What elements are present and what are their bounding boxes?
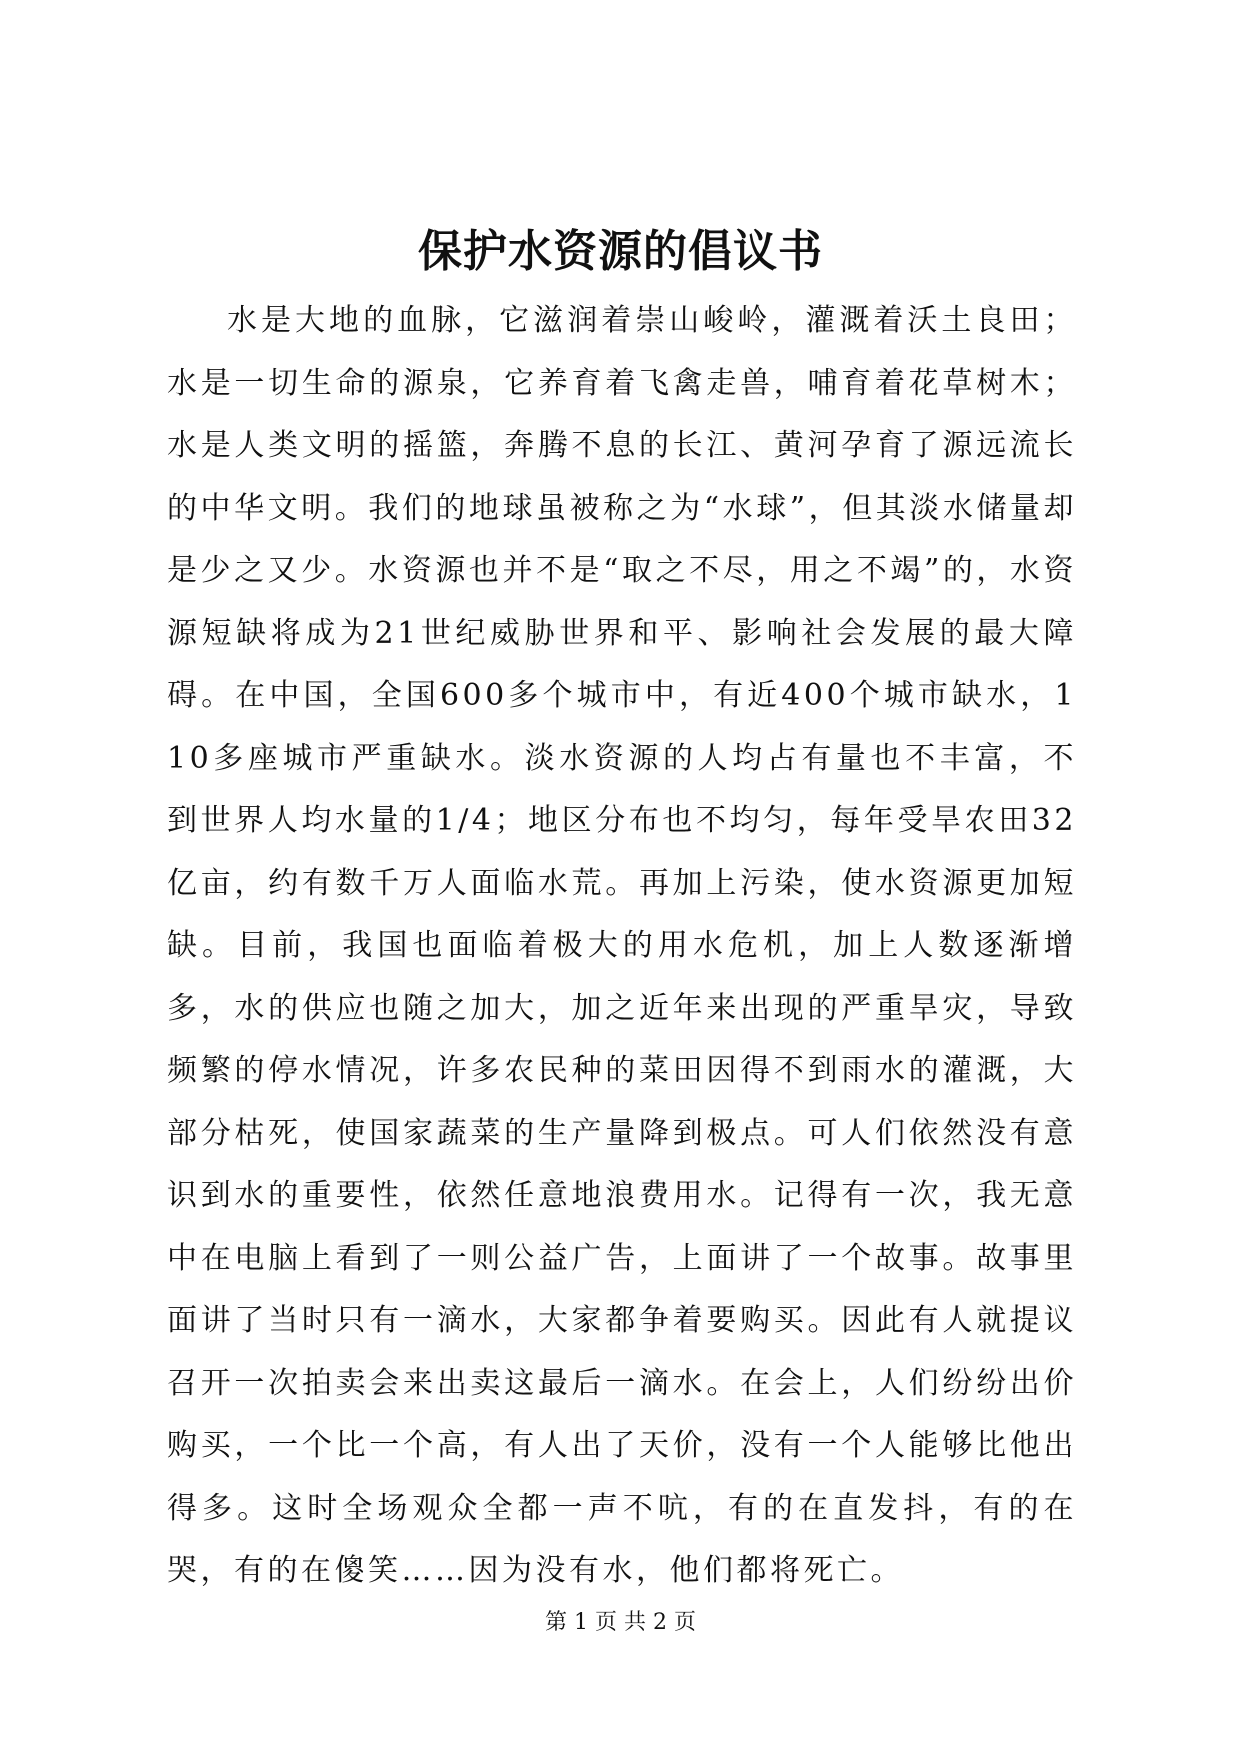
- document-title: 保护水资源的倡议书: [418, 226, 823, 277]
- page-number-footer: 第 1 页 共 2 页: [545, 1610, 696, 1635]
- body-paragraph: 水是大地的血脉，它滋润着崇山峻岭，灌溉着沃土良田；水是一切生命的源泉，它养育着飞禽走兽，哺育着花草树木；水是人类文明的摇篮，奔腾不息的长江、黄河孕育了源远流长的中华文明。我们的地球虽被称之为“水球”，但其淡水储量却是少之又少。水资源也并不是“取之不尽，用之不竭”的，水资源短缺将成为21世纪威胁世界和平、影响社会发展的最大障碍。在中国，全国600多个城市中，有近400个城市缺水，110多座城市严重缺水。淡水资源的人均占有量也不丰富，不到世界人均水量的1/4；地区分布也不均匀，每年受旱农田32亿亩，约有数千万人面临水荒。再加上污染，使水资源更加短缺。目前，我国也面临着极大的用水危机，加上人数逐渐增多，水的供应也随之加大，加之近年来出现的严重旱灾，导致频繁的停水情况，许多农民种的菜田因得不到雨水的灌溉，大部分枯死，使国家蔬菜的生产量降到极点。可人们依然没有意识到水的重要性，依然任意地浪费用水。记得有一次，我无意中在电脑上看到了一则公益广告，上面讲了一个故事。故事里面讲了当时只有一滴水，大家都争着要购买。因此有人就提议召开一次拍卖会来出卖这最后一滴水。在会上，人们纷纷出价购买，一个比一个高，有人出了天价，没有一个人能够比他出得多。这时全场观众全都一声不吭，有的在直发抖，有的在哭，有的在傻笑……因为没有水，他们都将死亡。: [167, 303, 1077, 1588]
